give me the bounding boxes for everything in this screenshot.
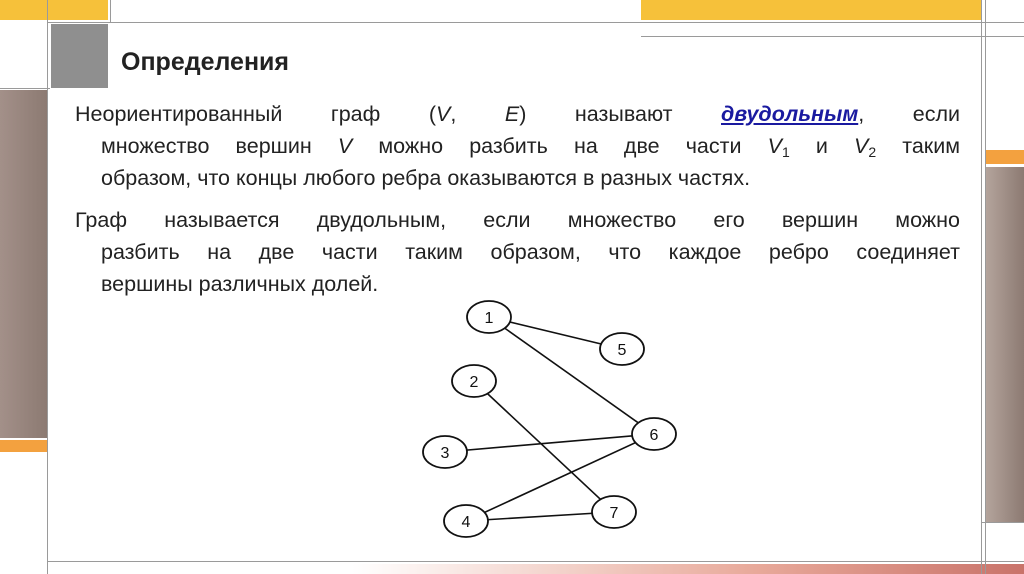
decor-line-h5 xyxy=(981,522,1024,523)
text-fragment: и xyxy=(789,134,854,158)
graph-edge-2-7 xyxy=(474,381,614,512)
decor-bottom-strip xyxy=(352,564,1024,574)
text-fragment: таким xyxy=(876,134,960,158)
text-fragment: ) называют xyxy=(519,102,721,126)
graph-node-label: 3 xyxy=(440,445,450,462)
paragraph-2-line-1: Граф называется двудольным, если множество его вершин можно xyxy=(75,208,960,232)
decor-top-yellow-left xyxy=(0,0,108,20)
text-fragment: , xyxy=(450,102,505,126)
decor-line-v1 xyxy=(47,0,48,574)
graph-nodes xyxy=(423,301,676,537)
paragraph-1-line-2 xyxy=(101,130,960,162)
text-fragment: Неориентированный граф ( xyxy=(75,102,437,126)
symbol-v2: V xyxy=(853,134,869,158)
paragraph-2-line-2: разбить на две части таким образом, что каждое ребро соединяет xyxy=(101,240,960,264)
decor-line-h1 xyxy=(47,22,1024,23)
graph-node-label: 4 xyxy=(461,514,471,531)
definition-paragraph-1 xyxy=(75,98,960,194)
decor-grey-square xyxy=(51,24,108,88)
symbol-v: V xyxy=(436,102,451,126)
symbol-v1: V xyxy=(767,134,782,158)
slide-title: Определения xyxy=(121,48,290,76)
decor-right-orange-block xyxy=(986,150,1024,164)
graph-node-2 xyxy=(452,365,496,397)
symbol-e: E xyxy=(504,102,520,126)
paragraph-1-line-3: образом, что концы любого ребра оказываются в разных частях. xyxy=(101,166,751,190)
graph-node-label: 6 xyxy=(649,427,659,444)
text-fragment: , если xyxy=(858,102,960,126)
text-fragment: множество вершин xyxy=(101,134,338,158)
decor-line-h3 xyxy=(0,88,50,89)
subscript-2: 2 xyxy=(868,144,877,160)
decor-line-h2 xyxy=(641,36,1024,37)
term-link-bipartite[interactable]: двудольным xyxy=(721,102,859,126)
decor-line-h4 xyxy=(47,561,1024,562)
decor-left-orange-bar xyxy=(0,440,47,452)
graph-node-3 xyxy=(423,436,467,468)
decor-line-v2 xyxy=(110,0,111,22)
paragraph-1-line-1 xyxy=(75,98,960,130)
subscript-1: 1 xyxy=(781,144,790,160)
decor-line-v4 xyxy=(985,0,986,574)
graph-node-label: 1 xyxy=(484,310,494,327)
decor-line-v3 xyxy=(981,0,982,574)
graph-node-label: 5 xyxy=(617,342,627,359)
decor-right-brown-bar xyxy=(986,167,1024,522)
graph-node-label: 2 xyxy=(469,374,479,391)
graph-node-7 xyxy=(592,496,636,528)
symbol-v: V xyxy=(337,134,353,158)
graph-node-1 xyxy=(467,301,511,333)
graph-node-label: 7 xyxy=(609,505,619,522)
graph-node-5 xyxy=(600,333,644,365)
decor-top-yellow-right xyxy=(641,0,981,20)
definition-paragraph-2 xyxy=(75,204,960,300)
decor-left-brown-bar xyxy=(0,90,47,438)
paragraph-2-line-3: вершины различных долей. xyxy=(101,272,379,296)
bipartite-graph-diagram xyxy=(400,290,700,550)
text-fragment: можно разбить на две части xyxy=(352,134,768,158)
graph-node-6 xyxy=(632,418,676,450)
graph-node-4 xyxy=(444,505,488,537)
